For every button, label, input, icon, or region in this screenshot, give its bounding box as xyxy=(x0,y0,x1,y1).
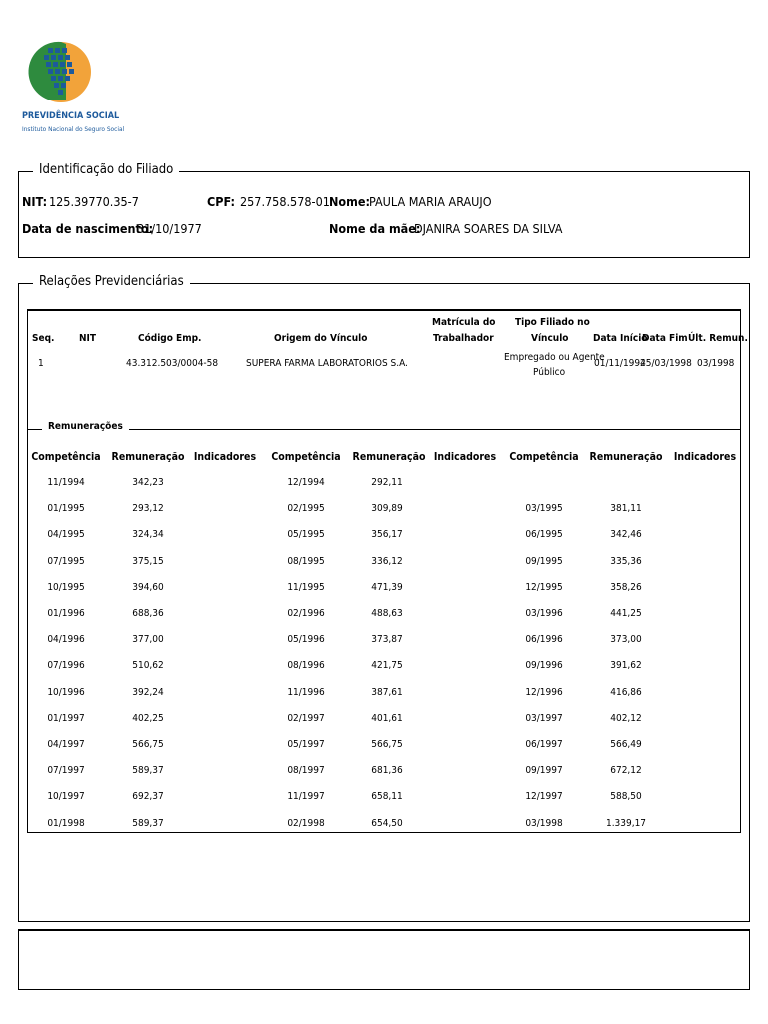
remuneracao-competencia-cell: 07/1995 xyxy=(47,555,85,567)
remuneracoes-header-col-2: Remuneração xyxy=(111,451,185,463)
remuneracao-competencia-cell: 03/1998 xyxy=(525,817,563,829)
remuneracao-competencia-cell: 06/1995 xyxy=(525,529,563,541)
remuneracao-remuneracao-cell: 441,25 xyxy=(610,608,642,619)
remuneracao-remuneracao-cell: 681,36 xyxy=(371,765,403,777)
remuneracao-competencia-cell: 04/1995 xyxy=(47,529,85,541)
header-origem: Origem do Vínculo xyxy=(274,333,368,344)
remuneracao-competencia-cell: 11/1994 xyxy=(47,477,85,488)
header-matricula-2: Trabalhador xyxy=(433,333,494,344)
vinculo-table xyxy=(27,309,748,833)
remuneracao-competencia-cell: 01/1996 xyxy=(47,608,85,619)
remuneracao-competencia-cell: 09/1997 xyxy=(525,765,563,777)
remuneracao-remuneracao-cell: 566,75 xyxy=(371,739,403,750)
remuneracoes-header-col-8: Remuneração xyxy=(589,451,663,463)
remuneracao-remuneracao-cell: 1.339,17 xyxy=(605,817,647,829)
remuneracoes-header-col-6: Indicadores xyxy=(433,451,497,463)
remuneracao-competencia-cell: 03/1997 xyxy=(525,712,563,724)
remuneracoes-header-col-7: Competência xyxy=(509,451,579,463)
remuneracao-remuneracao-cell: 375,15 xyxy=(132,555,164,567)
remuneracao-remuneracao-cell: 387,61 xyxy=(371,686,403,698)
remuneracao-remuneracao-cell: 292,11 xyxy=(371,477,403,488)
header-matricula-1: Matrícula do xyxy=(432,317,496,328)
remuneracao-competencia-cell: 10/1995 xyxy=(47,581,85,593)
remuneracao-remuneracao-cell: 401,61 xyxy=(371,712,403,724)
remuneracao-competencia-cell: 11/1996 xyxy=(287,686,325,698)
remuneracao-competencia-cell: 12/1994 xyxy=(287,477,325,488)
header-data-inicio: Data Início xyxy=(593,333,648,344)
header-nit: NIT xyxy=(79,333,97,344)
remuneracao-remuneracao-cell: 392,24 xyxy=(132,686,164,698)
remuneracao-competencia-cell: 02/1995 xyxy=(287,503,325,515)
remuneracao-remuneracao-cell: 654,50 xyxy=(371,817,403,829)
remuneracoes-divider xyxy=(28,429,740,430)
remuneracao-remuneracao-cell: 373,87 xyxy=(371,634,403,646)
remuneracao-competencia-cell: 02/1997 xyxy=(287,712,325,724)
header-ult-remun: Últ. Remun. xyxy=(688,333,748,344)
header-seq: Seq. xyxy=(32,333,55,344)
remuneracao-remuneracao-cell: 381,11 xyxy=(610,503,642,515)
vinculo-seq: 1 xyxy=(38,358,44,369)
identificacao-title: Identificação do Filiado xyxy=(33,162,179,177)
remuneracao-remuneracao-cell: 358,26 xyxy=(610,581,642,593)
remuneracao-remuneracao-cell: 402,12 xyxy=(610,712,642,724)
remuneracao-competencia-cell: 05/1996 xyxy=(287,634,325,646)
remuneracao-competencia-cell: 05/1995 xyxy=(287,529,325,541)
remuneracao-competencia-cell: 01/1998 xyxy=(47,817,85,829)
vinculo-data-inicio: 01/11/1994 xyxy=(594,358,646,369)
vinculo-codigo: 43.312.503/0004-58 xyxy=(126,358,219,369)
remuneracao-remuneracao-cell: 566,75 xyxy=(132,739,164,750)
remuneracao-remuneracao-cell: 373,00 xyxy=(610,634,642,646)
header-tipo-1: Tipo Filiado no xyxy=(515,317,590,328)
footer-box xyxy=(18,929,750,990)
remuneracao-competencia-cell: 03/1996 xyxy=(525,608,563,619)
remuneracao-remuneracao-cell: 416,86 xyxy=(610,686,642,698)
remuneracao-competencia-cell: 12/1997 xyxy=(525,791,563,803)
remuneracoes-title: Remunerações xyxy=(42,421,129,432)
vinculo-data-fim: 25/03/1998 xyxy=(640,358,692,369)
header-codigo: Código Emp. xyxy=(138,333,202,344)
remuneracao-competencia-cell: 10/1997 xyxy=(47,791,85,803)
vinculo-tipo-2: Público xyxy=(533,367,566,378)
header-tipo-2: Vínculo xyxy=(531,333,569,344)
remuneracao-competencia-cell: 11/1995 xyxy=(287,581,325,593)
remuneracao-remuneracao-cell: 510,62 xyxy=(132,660,164,672)
remuneracoes-header-col-1: Competência xyxy=(31,451,101,463)
remuneracao-remuneracao-cell: 566,49 xyxy=(610,739,642,750)
remuneracoes-header-col-3: Indicadores xyxy=(193,451,257,463)
remuneracao-remuneracao-cell: 692,37 xyxy=(132,791,164,803)
remuneracao-remuneracao-cell: 672,12 xyxy=(610,765,642,777)
remuneracao-competencia-cell: 07/1996 xyxy=(47,660,85,672)
remuneracao-remuneracao-cell: 488,63 xyxy=(371,608,403,619)
remuneracao-remuneracao-cell: 342,46 xyxy=(610,529,642,541)
mae-value: DJANIRA SOARES DA SILVA xyxy=(414,221,563,236)
vinculo-ult-remun: 03/1998 xyxy=(697,358,735,369)
identificacao-section xyxy=(18,162,750,258)
nascimento-label: Data de nascimento: xyxy=(22,221,154,236)
mae-label: Nome da mãe: xyxy=(329,221,421,236)
nome-value: PAULA MARIA ARAUJO xyxy=(369,194,492,209)
cpf-label: CPF: xyxy=(207,194,235,209)
nome-label: Nome: xyxy=(329,194,370,209)
remuneracao-remuneracao-cell: 588,50 xyxy=(610,791,642,803)
remuneracao-competencia-cell: 02/1996 xyxy=(287,608,325,619)
vinculo-origem: SUPERA FARMA LABORATORIOS S.A. xyxy=(246,358,408,369)
remuneracao-competencia-cell: 06/1997 xyxy=(525,739,563,750)
remuneracao-remuneracao-cell: 394,60 xyxy=(132,581,164,593)
remuneracao-remuneracao-cell: 377,00 xyxy=(132,634,164,646)
remuneracao-competencia-cell: 12/1996 xyxy=(525,686,563,698)
nit-value: 125.39770.35-7 xyxy=(49,194,139,209)
relacoes-title: Relações Previdenciárias xyxy=(33,274,190,289)
remuneracao-remuneracao-cell: 324,34 xyxy=(132,529,164,541)
remuneracao-competencia-cell: 04/1996 xyxy=(47,634,85,646)
remuneracoes-header-col-5: Remuneração xyxy=(352,451,426,463)
remuneracao-competencia-cell: 10/1996 xyxy=(47,686,85,698)
remuneracao-competencia-cell: 02/1998 xyxy=(287,817,325,829)
remuneracao-remuneracao-cell: 658,11 xyxy=(371,791,403,803)
remuneracao-competencia-cell: 05/1997 xyxy=(287,739,325,750)
remuneracao-remuneracao-cell: 589,37 xyxy=(132,817,164,829)
remuneracao-competencia-cell: 01/1995 xyxy=(47,503,85,515)
remuneracao-remuneracao-cell: 293,12 xyxy=(132,503,164,515)
remuneracao-competencia-cell: 11/1997 xyxy=(287,791,325,803)
logo-title: PREVIDÊNCIA SOCIAL xyxy=(22,111,120,121)
remuneracao-remuneracao-cell: 402,25 xyxy=(132,712,164,724)
header-data-fim: Data Fim xyxy=(642,333,688,344)
remuneracao-competencia-cell: 08/1996 xyxy=(287,660,325,672)
remuneracao-competencia-cell: 03/1995 xyxy=(525,503,563,515)
remuneracao-remuneracao-cell: 335,36 xyxy=(610,555,642,567)
cpf-value: 257.758.578-01 xyxy=(240,194,330,209)
remuneracao-competencia-cell: 09/1996 xyxy=(525,660,563,672)
logo-emblem-icon xyxy=(18,36,108,108)
vinculo-tipo-1: Empregado ou Agente xyxy=(504,352,605,363)
remuneracao-competencia-cell: 04/1997 xyxy=(47,739,85,750)
remuneracao-competencia-cell: 12/1995 xyxy=(525,581,563,593)
remuneracao-remuneracao-cell: 421,75 xyxy=(371,660,403,672)
remuneracao-competencia-cell: 08/1995 xyxy=(287,555,325,567)
remuneracao-remuneracao-cell: 688,36 xyxy=(132,608,164,619)
nascimento-value: 31/10/1977 xyxy=(137,221,202,236)
remuneracao-remuneracao-cell: 589,37 xyxy=(132,765,164,777)
nit-label: NIT: xyxy=(22,194,48,209)
remuneracao-remuneracao-cell: 309,89 xyxy=(371,503,403,515)
logo-subtitle: Instituto Nacional do Seguro Social xyxy=(22,125,125,133)
remuneracao-remuneracao-cell: 391,62 xyxy=(610,660,642,672)
remuneracao-competencia-cell: 01/1997 xyxy=(47,712,85,724)
remuneracoes-header-col-4: Competência xyxy=(271,451,341,463)
remuneracao-competencia-cell: 08/1997 xyxy=(287,765,325,777)
remuneracao-remuneracao-cell: 356,17 xyxy=(371,529,403,541)
remuneracao-remuneracao-cell: 342,23 xyxy=(132,477,164,488)
remuneracao-remuneracao-cell: 336,12 xyxy=(371,555,403,567)
remuneracao-remuneracao-cell: 471,39 xyxy=(371,581,403,593)
remuneracao-competencia-cell: 07/1997 xyxy=(47,765,85,777)
remuneracoes-header-col-9: Indicadores xyxy=(673,451,737,463)
remuneracao-competencia-cell: 09/1995 xyxy=(525,555,563,567)
remuneracao-competencia-cell: 06/1996 xyxy=(525,634,563,646)
